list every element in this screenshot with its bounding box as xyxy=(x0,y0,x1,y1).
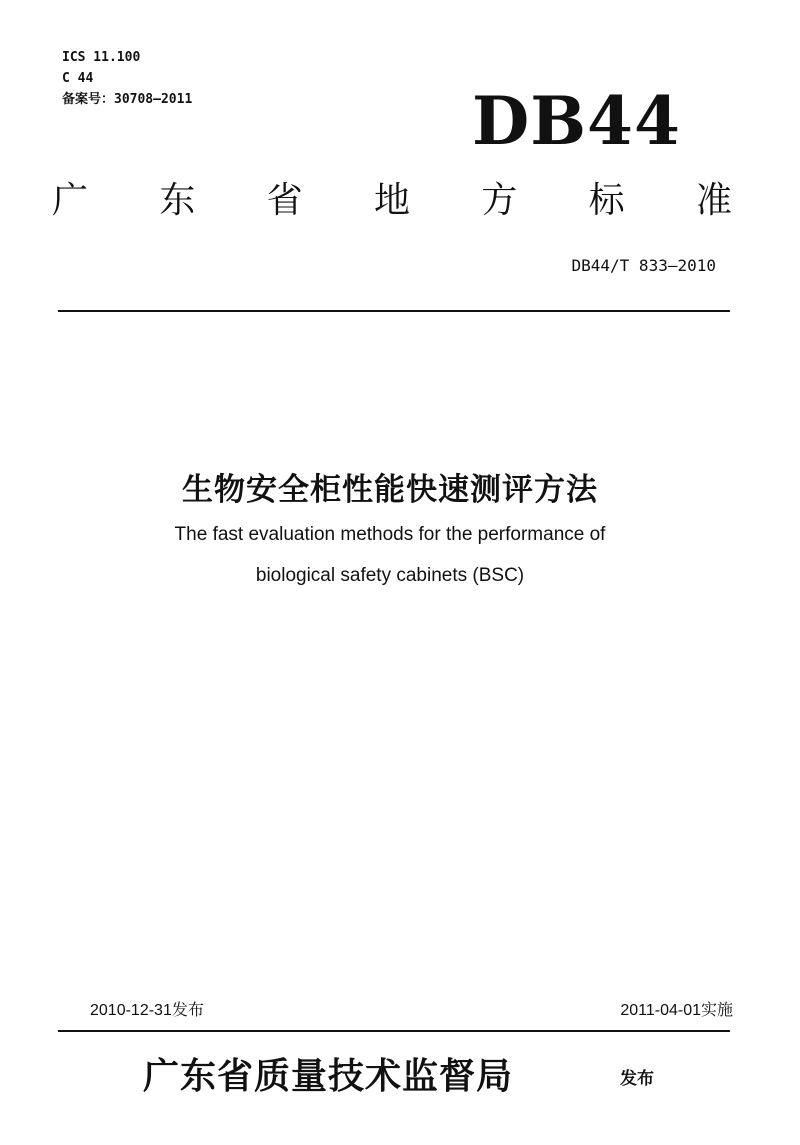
standard-type-char: 准 xyxy=(695,180,732,221)
ccs-code: C 44 xyxy=(62,71,94,86)
document-title-english-line-1: The fast evaluation methods for the performance of xyxy=(174,524,606,545)
bottom-divider xyxy=(58,1030,730,1032)
ics-code: ICS 11.100 xyxy=(62,50,141,65)
record-number: 备案号：30708—2011 xyxy=(62,92,193,107)
document-title-english-line-2: biological safety cabinets (BSC) xyxy=(255,565,525,586)
issue-date: 2010-12-31发布 xyxy=(90,1002,204,1019)
top-divider xyxy=(58,310,730,312)
standard-number: DB44/T 833—2010 xyxy=(571,256,716,275)
db44-logo: DB44 xyxy=(472,82,681,160)
issuing-authority-suffix: 发布 xyxy=(620,1069,654,1089)
standard-type-heading xyxy=(52,178,732,224)
standard-type-char: 东 xyxy=(159,180,196,221)
standard-type-char: 方 xyxy=(481,180,518,221)
document-title-chinese: 生物安全柜性能快速测评方法 xyxy=(182,472,598,508)
standard-type-char: 地 xyxy=(373,180,410,221)
implementation-date: 2011-04-01实施 xyxy=(620,1002,733,1019)
standard-type-char: 省 xyxy=(266,180,303,221)
standard-type-char: 标 xyxy=(588,180,625,221)
standard-type-char: 广 xyxy=(52,180,89,221)
issuing-authority: 广东省质量技术监督局 xyxy=(143,1055,514,1097)
